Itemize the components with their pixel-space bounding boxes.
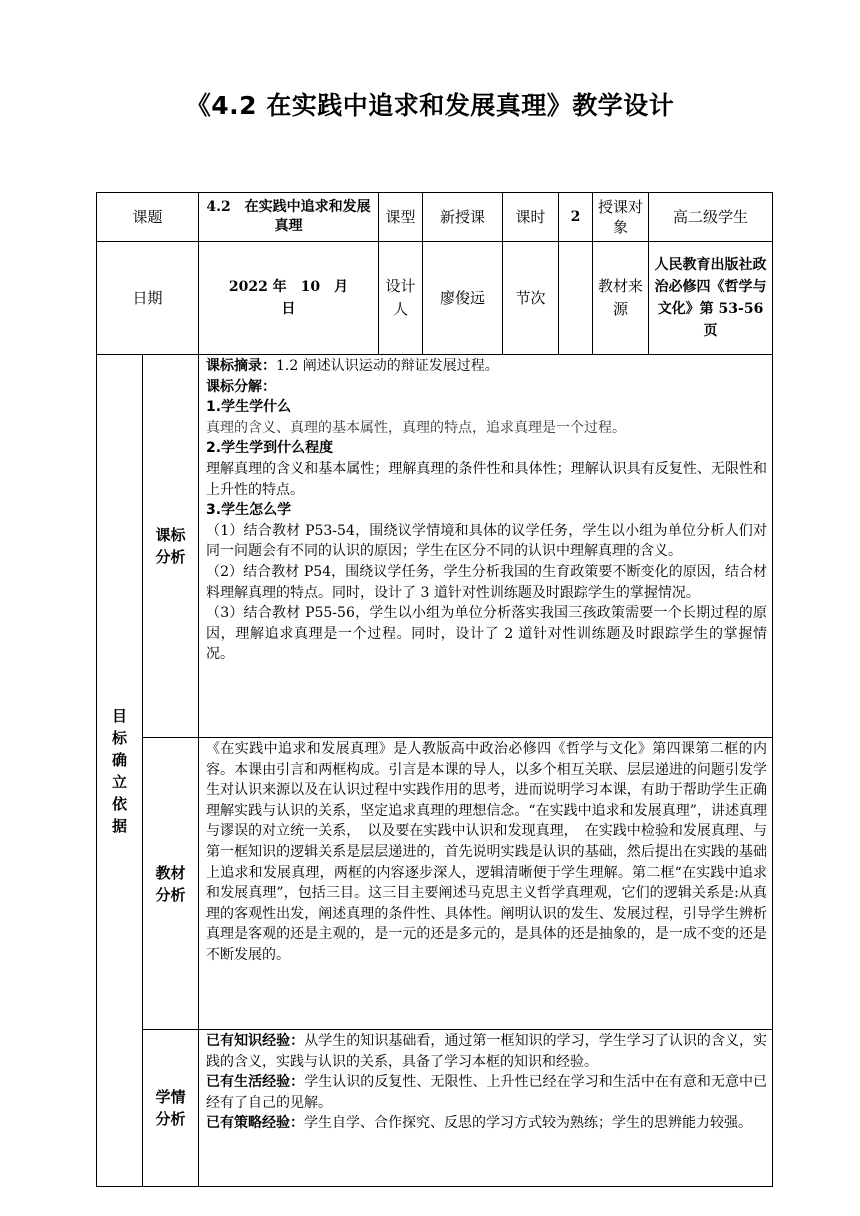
- excerpt-label: 课标摘录：: [206, 358, 277, 374]
- q3-paragraph-2: （2）结合教材 P54，围绕议学任务，学生分析我国的生育政策要不断变化的原因，结合材料理解真理的特点。同时，设计了 3 道针对性训练题及时跟踪学生的掌握情况。: [206, 563, 768, 601]
- q2-text: 理解真理的含义和基本属性；理解真理的条件性和具体性；理解认识具有反复性、无限性和上升性的特点。: [206, 460, 768, 498]
- type-label: 课型: [379, 193, 423, 242]
- knowledge-label: 已有知识经验：: [206, 1033, 305, 1049]
- analysis-label: 课标分解：: [206, 378, 277, 395]
- source-value: 人民教育出版社政治必修四《哲学与文化》第 53-56 页: [649, 242, 773, 355]
- source-label: 教材来源: [593, 242, 649, 355]
- life-text: 学生认识的反复性、无限性、上升性已经在学习和生活中在有意和无意中已经有了自己的见解。: [206, 1074, 768, 1111]
- lesson-design-table: [96, 192, 773, 1187]
- excerpt-text: 1.2 阐述认识运动的辩证发展过程。: [276, 358, 499, 374]
- date-value: 2022 年 10 月 日: [199, 242, 379, 355]
- header-row-1: [97, 193, 773, 242]
- q1-text: 真理的含义、真理的基本属性，真理的特点，追求真理是一个过程。: [206, 419, 627, 436]
- topic-label: 课题: [97, 193, 199, 242]
- q3-paragraph-1: （1）结合教材 P53-54，围绕议学情境和具体的议学任务，学生以小组为单位分析人们对同一问题会有不同的认识的原因；学生在区分不同的认识中理解真理的含义。: [206, 522, 768, 560]
- textbook-analysis-row: [97, 738, 773, 1030]
- target-value: 高二级学生: [649, 193, 773, 242]
- q3-paragraph-3: （3）结合教材 P55-56，学生以小组为单位分析落实我国三孩政策需要一个长期过程的原因，理解追求真理是一个过程。同时，设计了 2 道针对性训练题及时跟踪学生的掌握情况。: [206, 605, 768, 663]
- q2-label: 2.学生学到什么程度: [206, 440, 334, 457]
- type-value: 新授课: [423, 193, 503, 242]
- topic-value: 4.2 在实践中追求和发展真理: [199, 193, 379, 242]
- textbook-analysis-label: 教材分析: [143, 738, 199, 1030]
- textbook-analysis-text: 《在实践中追求和发展真理》是人教版高中政治必修四《哲学与文化》第四课第二框的内容。本课由引言和两框构成。引言是本课的导人，以多个相互关联、层层递进的问题引发学生对认识来源以及在认识过程中实践作用的思考，进而说明学习本课，有助于帮助学生正确理解实践与认识的关系，坚定追求真理的理想信念。“在实践中追求和发展真理”，讲述真理与谬误的对立统一关系， 以及要在实践中认识和发现真理， 在实践中检验和发展真理、与第一框知识的逻辑关系是层层递进的，首先说明实践是认识的基础，然后提出在实践的基础上追求和发展真理，两框的内容逐步深人，逻辑清晰便于学生理解。第二框“在实践中追求和发展真理”，包括三目。这三目主要阐述马克思主义哲学真理观，它们的逻辑关系是:从真理的客观性出发，阐述真理的条件性、具体性。阐明认识的发生、发展过程，引导学生辨析真理是客观的还是主观的，是一元的还是多元的，是具体的还是抽象的，是一成不变的还是不断发展的。: [206, 741, 768, 963]
- learner-analysis-content: [199, 1030, 773, 1187]
- designer-value: 廖俊远: [423, 242, 503, 355]
- period-value: [559, 242, 593, 355]
- curriculum-analysis-label: 课标分析: [143, 355, 199, 738]
- q3-label: 3.学生怎么学: [206, 502, 292, 519]
- hours-label: 课时: [503, 193, 559, 242]
- knowledge-text: 从学生的知识基础看，通过第一框知识的学习，学生学习了认识的含义，实践的含义，实践与认识的关系，具备了学习本框的知识和经验。: [206, 1033, 768, 1070]
- date-label: 日期: [97, 242, 199, 355]
- learner-analysis-row: [97, 1030, 773, 1187]
- q1-label: 1.学生学什么: [206, 399, 292, 416]
- period-label: 节次: [503, 242, 559, 355]
- learner-analysis-label: 学情分析: [143, 1030, 199, 1187]
- target-label: 授课对象: [593, 193, 649, 242]
- curriculum-analysis-content: [199, 355, 773, 738]
- strategy-text: 学生自学、合作探究、反思的学习方式较为熟练；学生的思辨能力较强。: [304, 1115, 753, 1132]
- textbook-analysis-content: [199, 738, 773, 1030]
- curriculum-analysis-row: [97, 355, 773, 738]
- strategy-label: 已有策略经验：: [206, 1115, 305, 1132]
- hours-value: 2: [559, 193, 593, 242]
- life-label: 已有生活经验：: [206, 1074, 305, 1091]
- header-row-2: [97, 242, 773, 355]
- objectives-section-label: 目标确立依据: [97, 355, 143, 1187]
- document-title: 《4.2 在实践中追求和发展真理》教学设计: [185, 91, 675, 120]
- designer-label: 设计人: [379, 242, 423, 355]
